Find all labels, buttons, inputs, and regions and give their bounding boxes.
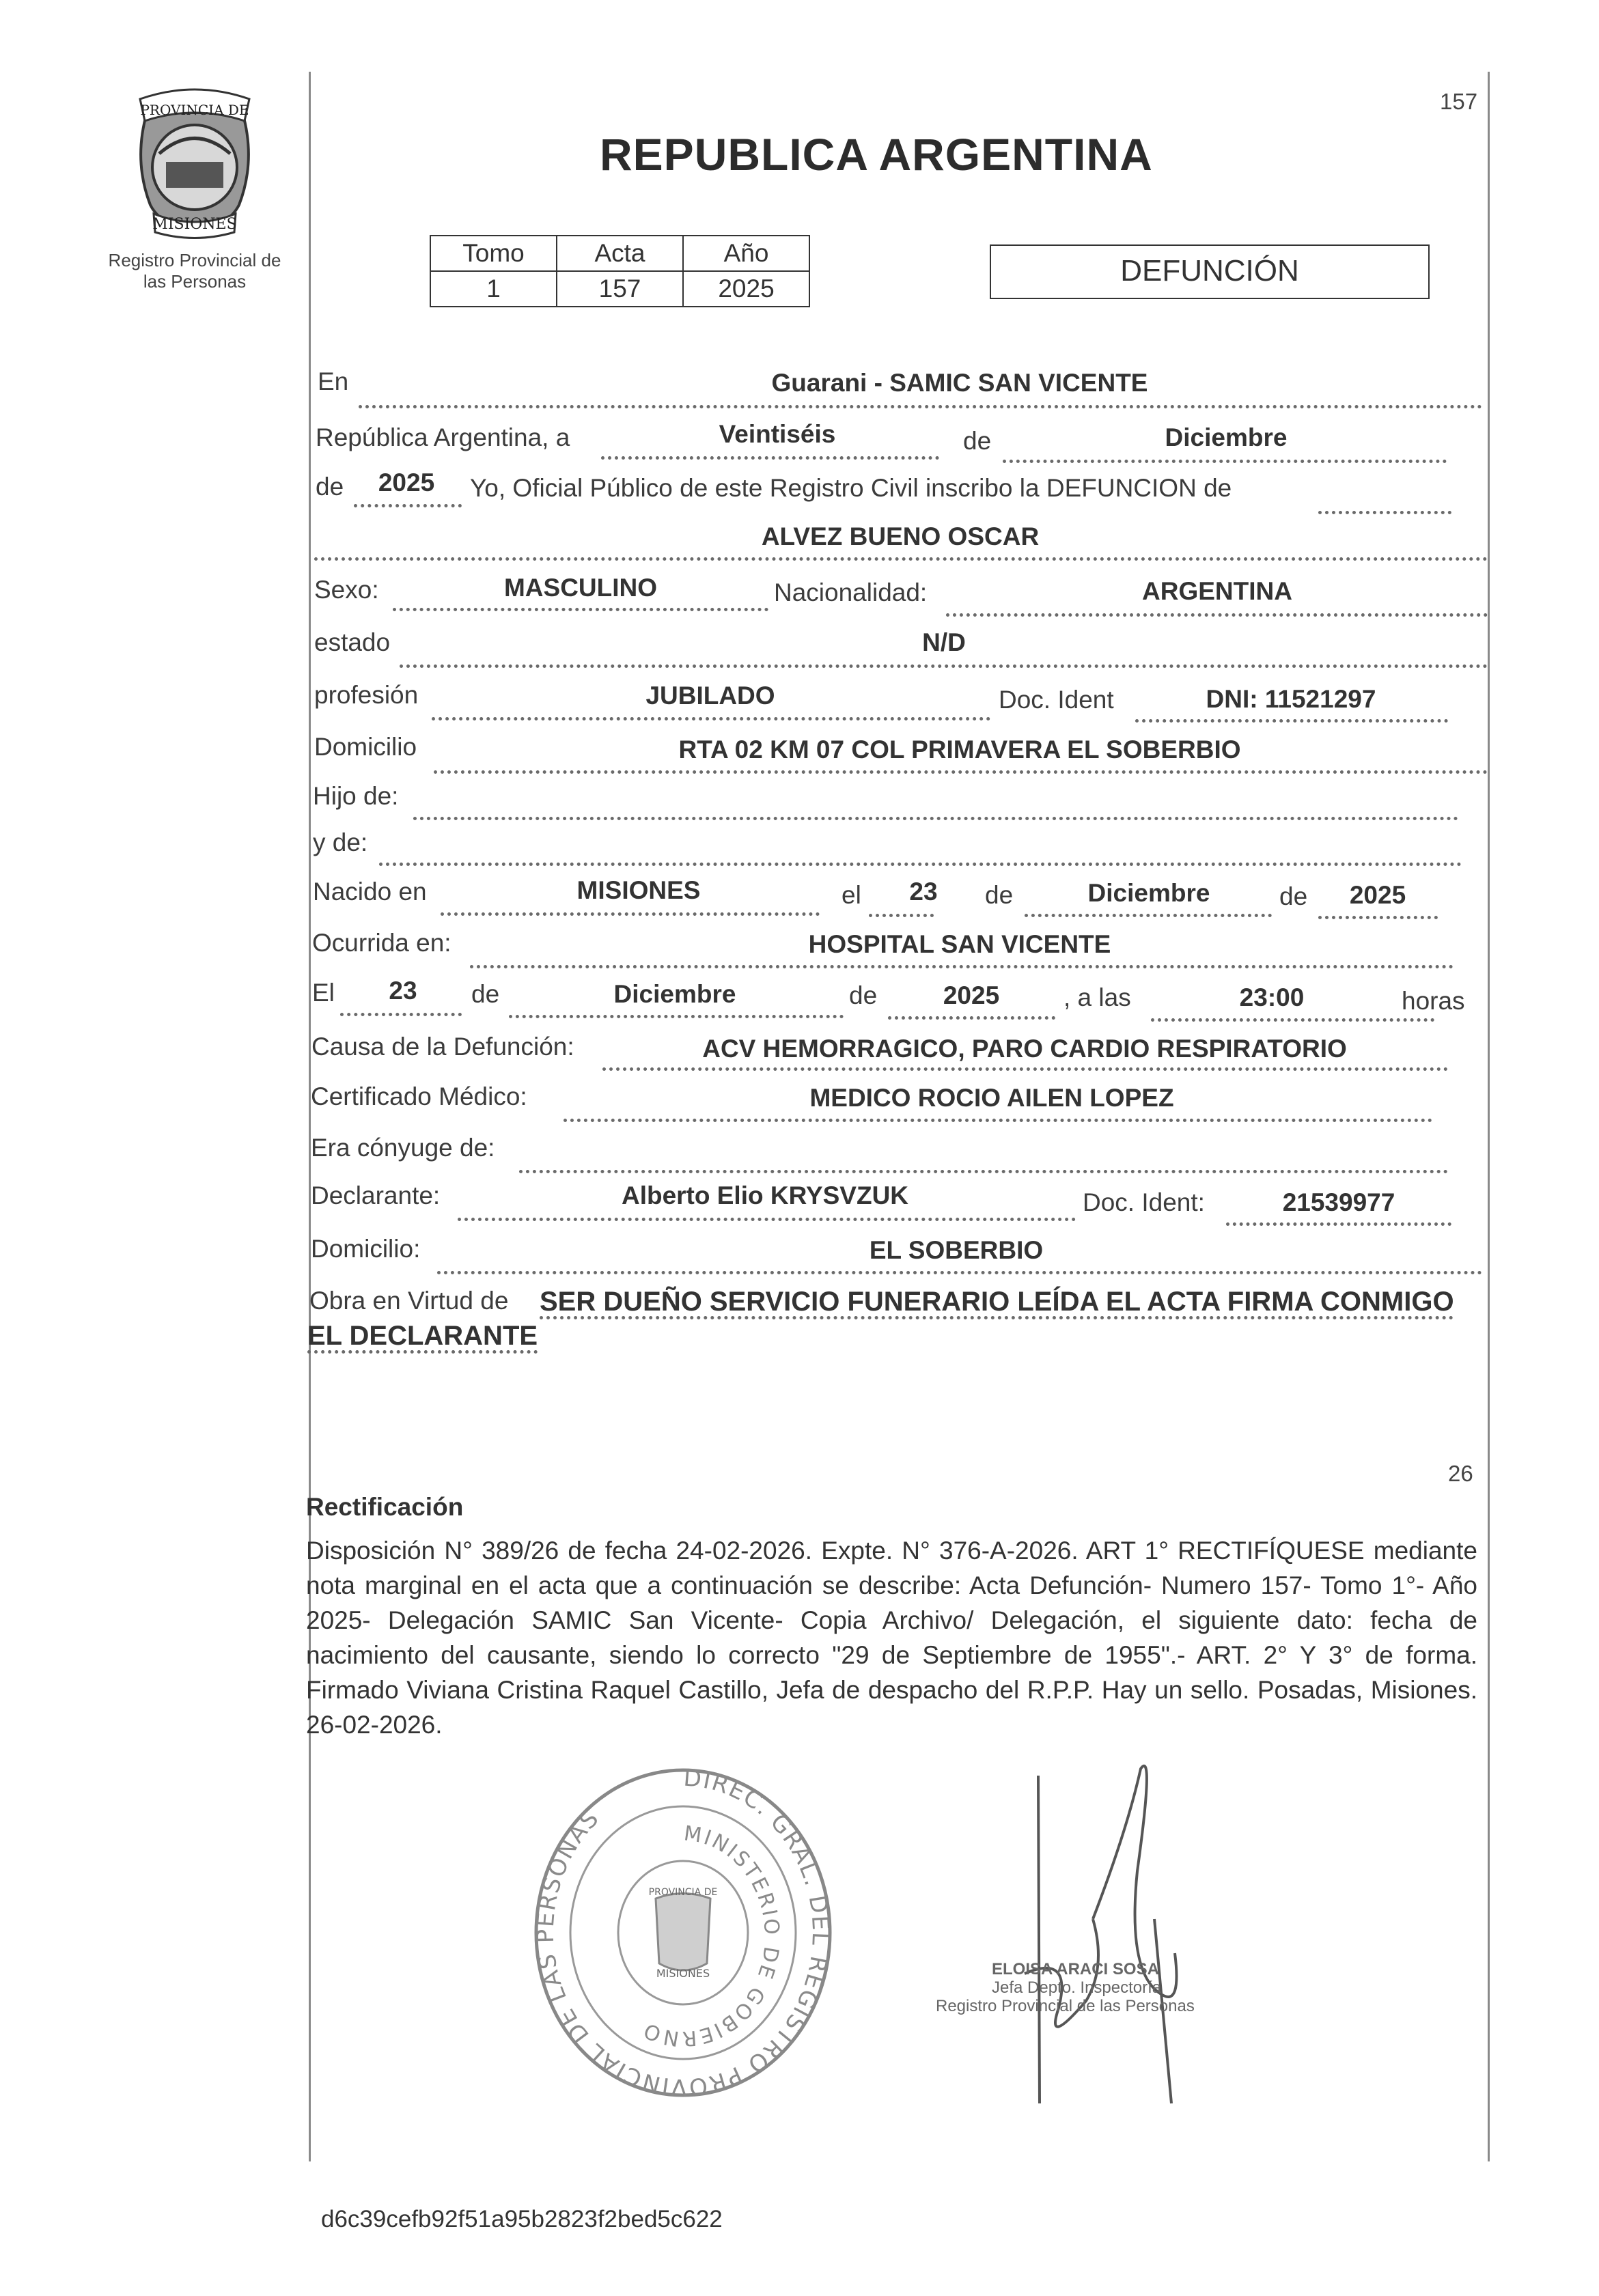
value-nombre: ALVEZ BUENO OSCAR [761, 522, 1040, 550]
label-doc-ident: Doc. Ident [999, 686, 1114, 714]
value-certificado: MEDICO ROCIO AILEN LOPEZ [809, 1084, 1174, 1112]
record-table-header [430, 236, 809, 271]
label-de-nac-2: de [1279, 882, 1308, 910]
svg-text:DIREC. GRAL. DEL REGISTRO PROV: DIREC. GRAL. DEL REGISTRO PROVINCIAL DE LAS PERSONAS [531, 1764, 835, 2100]
value-obra-line2: EL DECLARANTE [307, 1321, 538, 1351]
value-domicilio: RTA 02 KM 07 COL PRIMAVERA EL SOBERBIO [678, 736, 1241, 764]
value-ocurrida-en: HOSPITAL SAN VICENTE [808, 930, 1111, 958]
label-obra: Obra en Virtud de [309, 1287, 509, 1315]
label-domicilio: Domicilio [314, 733, 417, 761]
signature-block [929, 1960, 1195, 2015]
page-number: 157 [1440, 89, 1478, 114]
label-conyuge: Era cónyuge de: [311, 1134, 495, 1162]
signer-name: ELOISA ARACI SOSA [992, 1960, 1159, 1978]
value-mes-texto: Diciembre [1165, 423, 1288, 451]
value-nacionalidad: ARGENTINA [1142, 577, 1292, 605]
label-en: En [318, 367, 349, 395]
label-a-las: , a las [1063, 983, 1131, 1011]
svg-text:PROVINCIA DE: PROVINCIA DE [140, 102, 249, 118]
coat-of-arms-logo [120, 85, 270, 239]
left-margin-line [309, 72, 311, 2161]
header-acta: Acta [557, 236, 683, 271]
value-hora: 23:00 [1239, 983, 1305, 1011]
value-tomo: 1 [430, 271, 557, 307]
label-certificado: Certificado Médico: [311, 1082, 527, 1110]
value-def-mes: Diciembre [613, 980, 736, 1008]
signature-scribble [1018, 1748, 1195, 2117]
value-nacido-en: MISIONES [576, 876, 701, 904]
label-ocurrida-en: Ocurrida en: [312, 929, 451, 957]
record-table-values [430, 271, 809, 307]
label-de-def-2: de [849, 981, 878, 1009]
value-documento: DNI: 11521297 [1206, 685, 1376, 713]
label-hijo-de: Hijo de: [313, 782, 399, 810]
value-nac-mes: Diciembre [1087, 879, 1210, 907]
label-estado: estado [314, 628, 391, 656]
fill-nombre-start [1318, 485, 1451, 514]
value-anio: 2025 [683, 271, 809, 307]
svg-text:PROVINCIA DE: PROVINCIA DE [648, 1887, 718, 1898]
value-anio: 2025 [378, 468, 435, 496]
label-profesion: profesión [314, 681, 419, 709]
official-stamp [526, 1759, 840, 2100]
value-lugar: Guarani - SAMIC SAN VICENTE [771, 369, 1148, 397]
label-de-1: de [963, 427, 992, 455]
value-def-anio: 2025 [943, 981, 1000, 1009]
value-dia-texto: Veintiséis [719, 420, 836, 448]
value-nac-dia: 23 [909, 878, 938, 906]
label-yo-oficial: Yo, Oficial Público de este Registro Civil inscribo la DEFUNCION de [470, 474, 1232, 502]
value-declarante: Alberto Elio KRYSVZUK [621, 1181, 909, 1209]
header-tomo: Tomo [430, 236, 557, 271]
fill-hijo-de [413, 791, 1458, 820]
svg-text:MISIONES: MISIONES [152, 216, 237, 233]
registry-caption: Registro Provincial de las Personas [108, 250, 281, 292]
rectificacion-body: Disposición N° 389/26 de fecha 24-02-2026. Expte. N° 376-A-2026. ART 1° RECTIFÍQUESE mediante nota marginal en el acta que a continuación se describe: Acta Defunción- Numero 157- Tomo 1°- Año 2025- Delegación SAMIC San Vicente- Copia Archivo/ Delegación, el siguiente dato: fecha de nacimiento del causante, siendo lo correcto "29 de Septiembre de 1955".- ART. 2° Y 3° de forma. Firmado Viviana Cristina Raquel Castillo, Jefa de despacho del R.P.P. Hay un sello. Posadas, Misiones. 26-02-2026. [306, 1537, 1477, 1739]
svg-text:MINISTERIO DE GOBIERNO: MINISTERIO DE GOBIERNO [638, 1821, 784, 2051]
document-hash: d6c39cefb92f51a95b2823f2bed5c622 [321, 2206, 723, 2232]
rectificacion-number: 26 [1448, 1461, 1473, 1486]
label-horas: horas [1402, 987, 1465, 1015]
label-el: El [312, 979, 335, 1007]
value-estado: N/D [922, 628, 966, 656]
record-type-box: DEFUNCIÓN [990, 244, 1430, 299]
label-de-nac-1: de [985, 881, 1014, 909]
label-y-de: y de: [313, 828, 368, 856]
value-sexo: MASCULINO [503, 574, 658, 602]
fill-conyuge [519, 1144, 1448, 1173]
label-domicilio-2: Domicilio: [311, 1235, 421, 1263]
rectificacion-title: Rectificación [306, 1493, 464, 1521]
label-nacido-en: Nacido en [313, 878, 427, 906]
value-declarante-domicilio: EL SOBERBIO [869, 1236, 1044, 1264]
label-causa: Causa de la Defunción: [311, 1033, 574, 1061]
label-de-2: de [316, 473, 344, 501]
signer-role: Jefa Depto. Inspectoría [992, 1978, 1162, 1997]
value-acta: 157 [557, 271, 683, 307]
label-de-def-1: de [471, 980, 500, 1008]
label-sexo: Sexo: [314, 576, 379, 604]
value-profesion: JUBILADO [645, 682, 775, 710]
value-nac-anio: 2025 [1349, 881, 1406, 909]
header-anio: Año [683, 236, 809, 271]
signer-office: Registro Provincial de las Personas [936, 1997, 1195, 2015]
value-causa: ACV HEMORRAGICO, PARO CARDIO RESPIRATORIO [702, 1035, 1347, 1063]
svg-text:MISIONES: MISIONES [656, 1967, 710, 1980]
label-nacionalidad: Nacionalidad: [774, 578, 928, 606]
page-title: REPUBLICA ARGENTINA [600, 129, 1153, 180]
fill-y-de [379, 837, 1462, 866]
label-doc-ident-2: Doc. Ident: [1083, 1188, 1205, 1216]
value-declarante-doc: 21539977 [1282, 1188, 1395, 1216]
right-margin-line [1488, 72, 1490, 2161]
label-declarante: Declarante: [311, 1181, 441, 1209]
value-def-dia: 23 [389, 977, 417, 1005]
label-el-nac: el [842, 881, 861, 909]
value-obra-line1: SER DUEÑO SERVICIO FUNERARIO LEÍDA EL ACTA FIRMA CONMIGO [540, 1287, 1454, 1317]
record-table [430, 235, 810, 307]
label-republica: República Argentina, a [316, 423, 570, 451]
